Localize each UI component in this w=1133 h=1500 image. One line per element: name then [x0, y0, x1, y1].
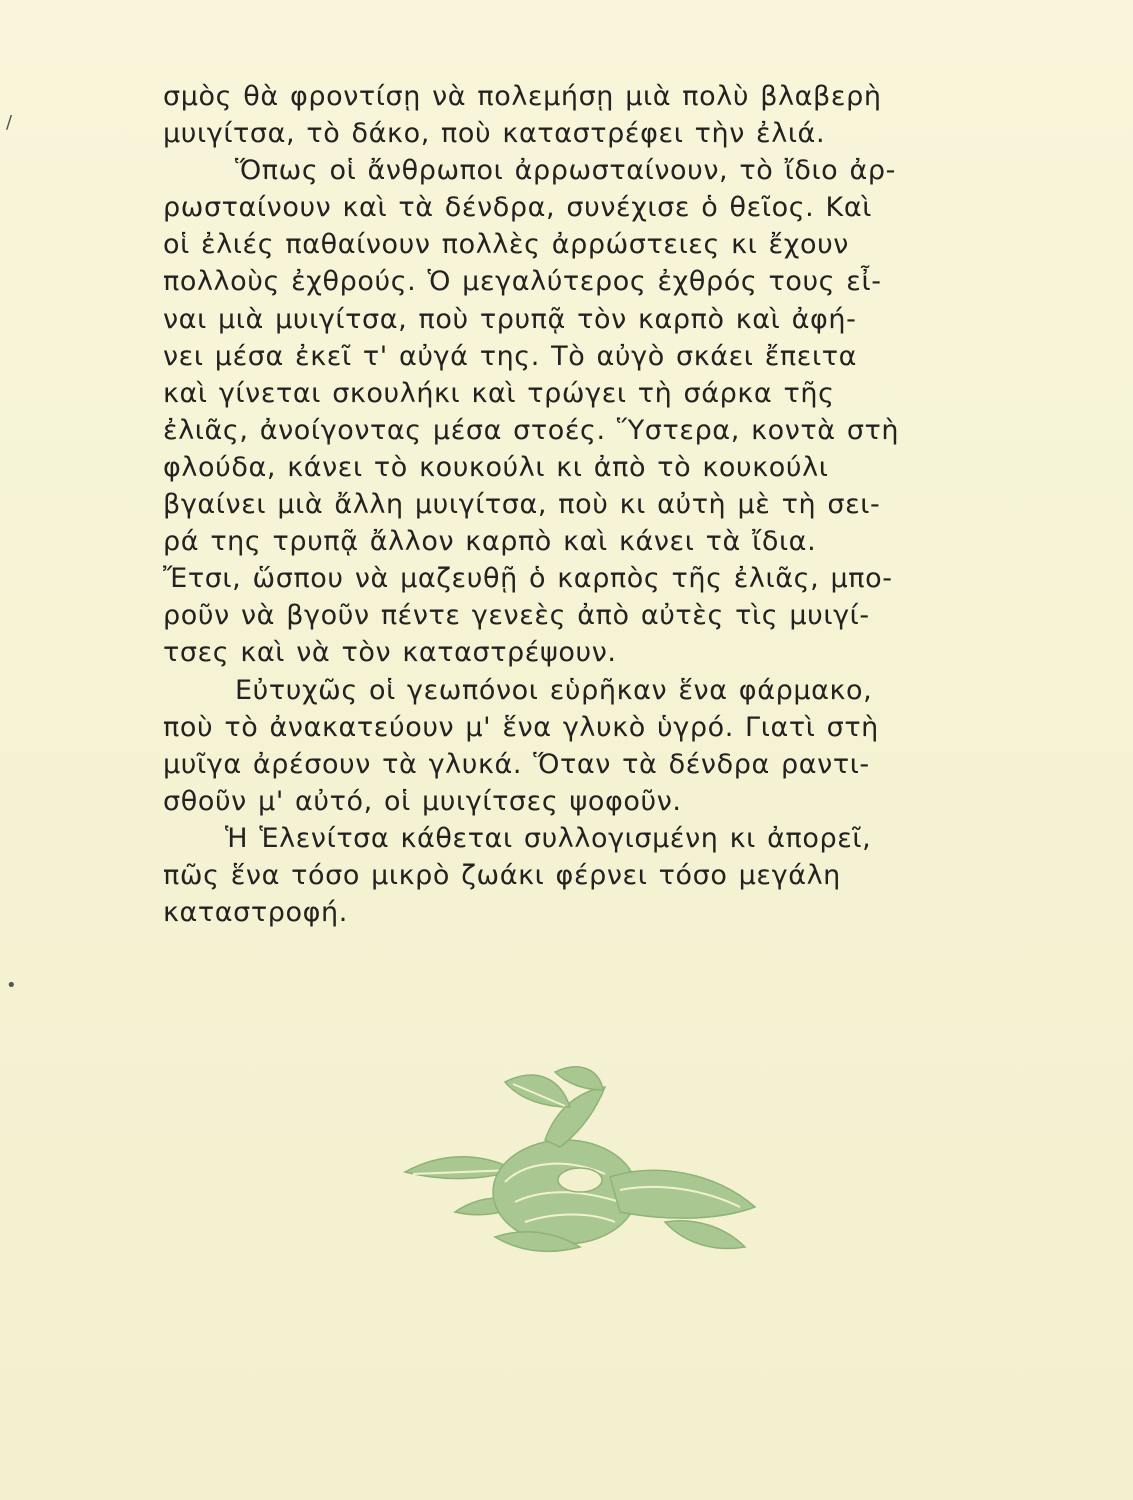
text-line: καταστροφή. [163, 897, 348, 929]
text-line: νει μέσα ἐκεῖ τ' αὐγά της. Τὸ αὐγὸ σκάει ἔπειτα [163, 340, 857, 372]
text-line: Ὅπως οἱ ἄνθρωποι ἀρρωσταίνουν, τὸ ἴδιο ἀρ- [235, 155, 896, 187]
margin-mark: • [6, 975, 17, 996]
text-line: μυιγίτσα, τὸ δάκο, ποὺ καταστρέφει τὴν ἐλιά. [163, 118, 826, 150]
text-line: ποὺ τὸ ἀνακατεύουν μ' ἕνα γλυκὸ ὑγρό. Γιατὶ στὴ [163, 711, 879, 743]
text-line: καὶ γίνεται σκουλήκι καὶ τρώγει τὴ σάρκα τῆς [163, 377, 835, 409]
page-text [163, 78, 993, 931]
text-line: μυῖγα ἀρέσουν τὰ γλυκά. Ὅταν τὰ δένδρα ραντι- [163, 748, 870, 780]
text-line: πῶς ἕνα τόσο μικρὸ ζωάκι φέρνει τόσο μεγάλη [163, 859, 841, 891]
text-line: ροῦν νὰ βγοῦν πέντε γενεὲς ἀπὸ αὐτὲς τὶς μυιγί- [163, 600, 870, 632]
margin-mark: / [6, 112, 13, 133]
text-line: σμὸς θὰ φροντίσῃ νὰ πολεμήσῃ μιὰ πολὺ βλαβερὴ [163, 81, 882, 112]
text-line: ρωσταίνουν καὶ τὰ δένδρα, συνέχισε ὁ θεῖος. Καὶ [163, 192, 872, 224]
text-line: φλούδα, κάνει τὸ κουκούλι κι ἀπὸ τὸ κουκούλι [163, 451, 829, 483]
olive-fruit-illustration-icon [395, 1062, 765, 1262]
text-line: ρά της τρυπᾷ ἄλλον καρπὸ καὶ κάνει τὰ ἴδια. [163, 526, 817, 558]
text-line: οἱ ἐλιές παθαίνουν πολλὲς ἀρρώστειες κι ἔχουν [163, 229, 849, 261]
text-line: Ἔτσι, ὥσπου νὰ μαζευθῇ ὁ καρπὸς τῆς ἐλιᾶς, μπο- [163, 563, 893, 595]
text-line: ναι μιὰ μυιγίτσα, ποὺ τρυπᾷ τὸν καρπὸ καὶ ἀφή- [163, 303, 857, 335]
text-line: βγαίνει μιὰ ἄλλη μυιγίτσα, ποὺ κι αὐτὴ μὲ τὴ σει- [163, 489, 881, 521]
text-line: σθοῦν μ' αὐτό, οἱ μυιγίτσες ψοφοῦν. [163, 785, 682, 817]
text-line: Ἡ Ἑλενίτσα κάθεται συλλογισμένη κι ἀπορεῖ, [225, 822, 872, 854]
text-line: ἐλιᾶς, ἀνοίγοντας μέσα στοές. Ὕστερα, κοντὰ στὴ [163, 414, 900, 446]
text-line: πολλοὺς ἐχθρούς. Ὁ μεγαλύτερος ἐχθρός τους εἶ- [163, 266, 882, 298]
text-line: τσες καὶ νὰ τὸν καταστρέψουν. [163, 637, 617, 669]
text-line: Εὐτυχῶς οἱ γεωπόνοι εὑρῆκαν ἕνα φάρμακο, [235, 674, 873, 706]
